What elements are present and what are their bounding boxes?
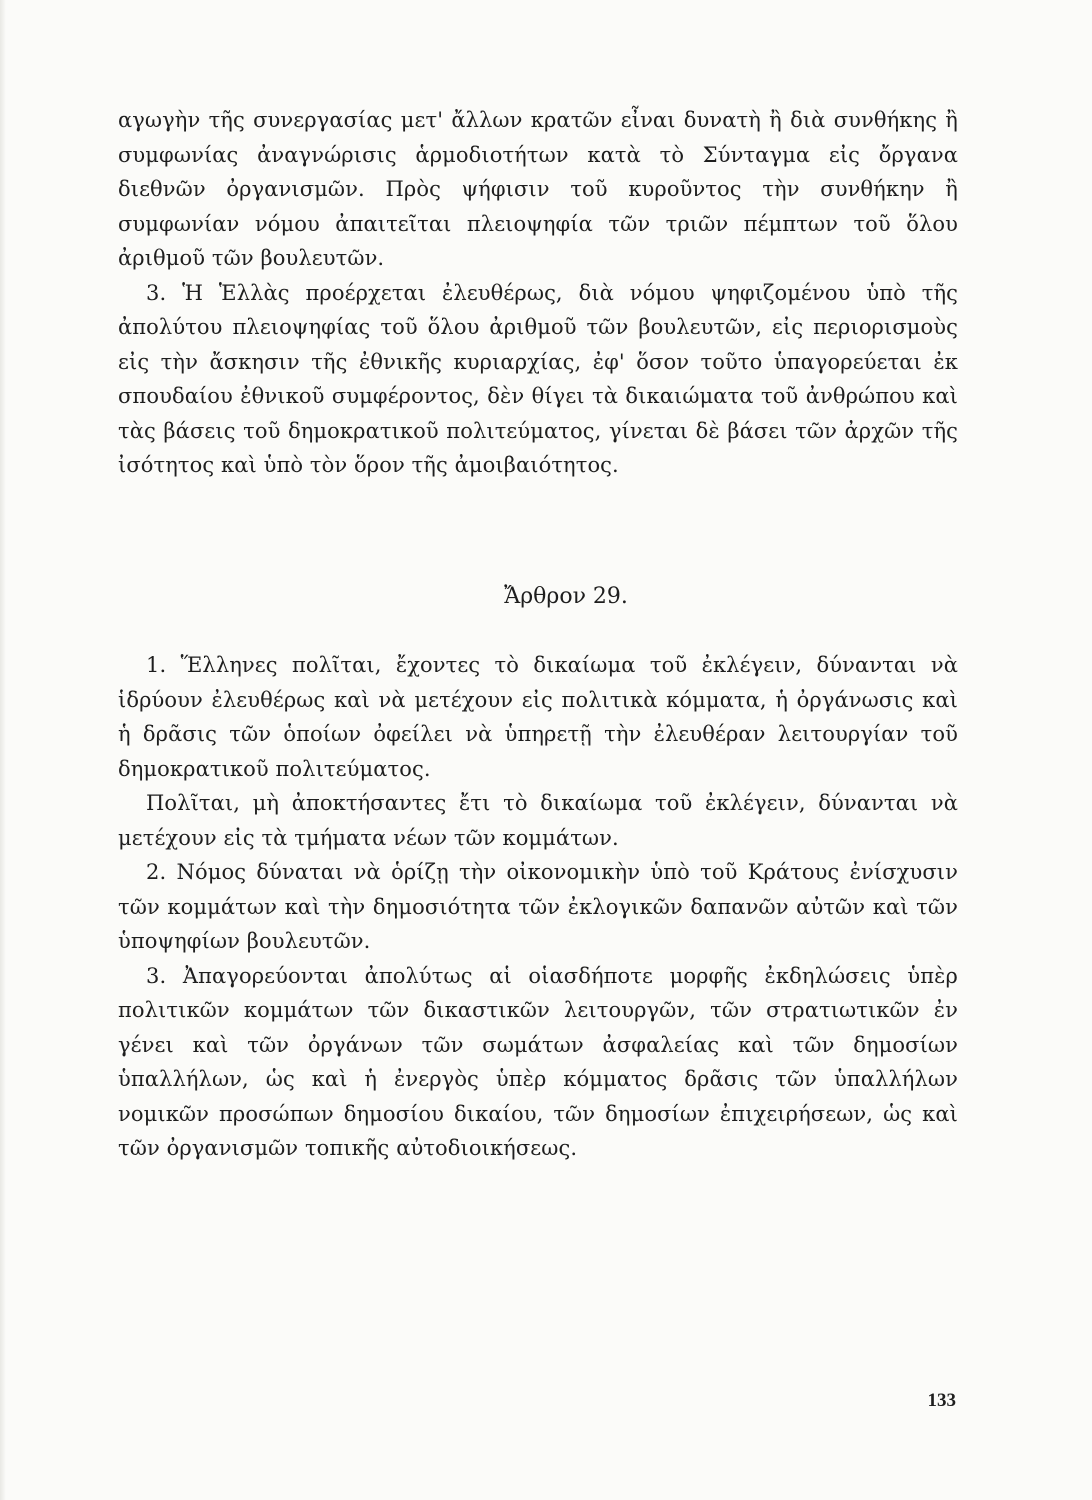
article-heading: Ἄρθρον 29.	[504, 584, 628, 609]
page-number: 133	[927, 1390, 956, 1411]
paragraph: 3. Ἀπαγορεύονται ἀπολύτως αἱ οἱασδήποτε μορφῆς ἐκδηλώσεις ὑπὲρ πολιτικῶν κομμάτων τῶν δικαστικῶν λειτουργῶν, τῶν στρατιωτικῶν ἐν γένει καὶ τῶν ὀργάνων τῶν σωμάτων ἀσφαλείας καὶ τῶν δημοσίων ὑπαλλήλων, ὡς καὶ ἡ ἐνεργὸς ὑπὲρ κόμματος δρᾶσις τῶν ὑπαλλήλων νομικῶν προσώπων δημοσίου δικαίου, τῶν δημοσίων ἐπιχειρήσεων, ὡς καὶ τῶν ὀργανισμῶν τοπικῆς αὐτοδιοικήσεως.	[118, 963, 958, 1160]
article-28-continuation	[118, 103, 958, 483]
article-29-body	[118, 648, 958, 1166]
page-edge-shadow	[0, 0, 6, 1500]
paragraph: Πολῖται, μὴ ἀποκτήσαντες ἔτι τὸ δικαίωμα τοῦ ἐκλέγειν, δύνανται νὰ μετέχουν εἰς τὰ τμήματα νέων τῶν κομμάτων.	[118, 791, 958, 850]
paragraph: 3. Ἡ Ἑλλὰς προέρχεται ἐλευθέρως, διὰ νόμου ψηφιζομένου ὑπὸ τῆς ἀπολύτου πλειοψηφίας τοῦ ὅλου ἀριθμοῦ τῶν βουλευτῶν, εἰς περιορισμοὺς εἰς τὴν ἄσκησιν τῆς ἐθνικῆς κυριαρχίας, ἐφ' ὅσον τοῦτο ὑπαγορεύεται ἐκ σπουδαίου ἐθνικοῦ συμφέροντος, δὲν θίγει τὰ δικαιώματα τοῦ ἀνθρώπου καὶ τὰς βάσεις τοῦ δημοκρατικοῦ πολιτεύματος, γίνεται δὲ βάσει τῶν ἀρχῶν τῆς ἰσότητος καὶ ὑπὸ τὸν ὅρον τῆς ἀμοιβαιότητος.	[118, 280, 958, 477]
paragraph: 1. Ἕλληνες πολῖται, ἔχοντες τὸ δικαίωμα τοῦ ἐκλέγειν, δύνανται νὰ ἱδρύουν ἐλευθέρως καὶ νὰ μετέχουν εἰς πολιτικὰ κόμματα, ἡ ὀργάνωσις καὶ ἡ δρᾶσις τῶν ὁποίων ὀφείλει νὰ ὑπηρετῇ τὴν ἐλευθέραν λειτουργίαν τοῦ δημοκρατικοῦ πολιτεύματος.	[118, 653, 958, 781]
paragraph: αγωγὴν τῆς συνεργασίας μετ' ἄλλων κρατῶν εἶναι δυνατὴ ἢ διὰ συνθήκης ἢ συμφωνίας ἀναγνώρισις ἁρμοδιοτήτων κατὰ τὸ Σύνταγμα εἰς ὄργανα διεθνῶν ὀργανισμῶν. Πρὸς ψήφισιν τοῦ κυροῦντος τὴν συνθήκην ἢ συμφωνίαν νόμου ἀπαιτεῖται πλειοψηφία τῶν τριῶν πέμπτων τοῦ ὅλου ἀριθμοῦ τῶν βουλευτῶν.	[118, 108, 958, 270]
paragraph: 2. Νόμος δύναται νὰ ὁρίζῃ τὴν οἰκονομικὴν ὑπὸ τοῦ Κράτους ἐνίσχυσιν τῶν κομμάτων καὶ τὴν δημοσιότητα τῶν ἐκλογικῶν δαπανῶν αὐτῶν καὶ τῶν ὑποψηφίων βουλευτῶν.	[118, 860, 958, 953]
